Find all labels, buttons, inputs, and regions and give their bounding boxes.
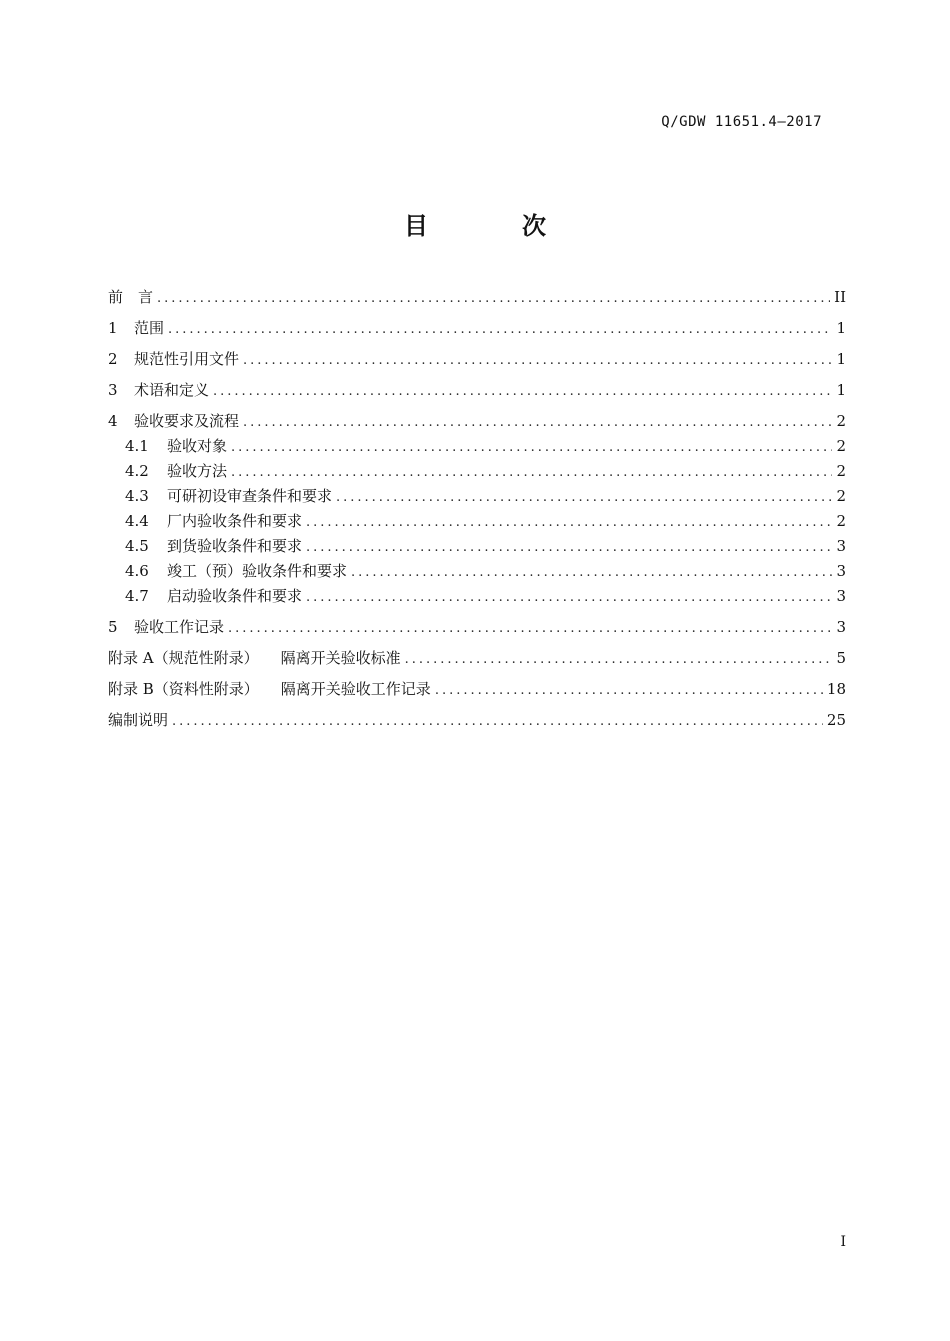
toc-entry-page: 2 [836,512,846,530]
toc-leader-dots [231,436,832,460]
toc-leader-dots [306,536,832,560]
toc-entry-label: 厂内验收条件和要求 [167,512,303,530]
toc-entry-number: 附录 B（资料性附录） [108,680,259,698]
toc-entry-label: 验收工作记录 [134,618,225,636]
page-number: I [840,1234,846,1250]
toc-entry-number: 4.7 [125,587,149,605]
toc-entry-page: 2 [836,487,846,505]
toc-title-char-1: 目 [404,212,428,240]
toc-entry-page: 2 [836,462,846,480]
toc-title [0,206,950,241]
toc-entry-page: II [834,288,846,306]
toc-entry-page: 1 [836,319,846,337]
toc-entry-label: 规范性引用文件 [134,350,240,368]
toc-entry-label: 到货验收条件和要求 [167,537,303,555]
toc-entry-label: 范围 [134,319,165,337]
toc-entry[interactable] [108,534,846,558]
document-code: Q/GDW 11651.4—2017 [661,114,822,130]
toc-entry-number: 前 言 [108,288,154,306]
toc-leader-dots [243,411,832,435]
toc-entry-page: 2 [836,412,846,430]
toc-entry-label: 隔离开关验收工作记录 [280,680,431,698]
toc-entry-page: 18 [826,680,846,698]
toc-entry-label: 验收要求及流程 [134,412,240,430]
toc-entry-label: 竣工（预）验收条件和要求 [167,562,348,580]
toc-entry-label: 验收对象 [167,437,228,455]
toc-entry[interactable] [108,409,846,433]
toc-entry-label: 隔离开关验收标准 [280,649,401,667]
toc-entry-number: 4.2 [125,462,149,480]
toc-entry-page: 1 [836,381,846,399]
toc-entry-page: 3 [836,587,846,605]
toc-leader-dots [168,318,832,342]
toc-leader-dots [231,461,832,485]
toc-entry-page: 3 [836,562,846,580]
toc-entry[interactable] [108,459,846,483]
toc-entry[interactable] [108,677,846,701]
toc-entry-page: 3 [836,618,846,636]
toc-entry[interactable] [108,509,846,533]
toc-title-char-2: 次 [522,212,546,240]
toc-leader-dots [435,679,823,703]
toc-entry[interactable] [108,347,846,371]
toc-entry-page: 25 [826,711,846,729]
toc-entry[interactable] [108,584,846,608]
toc-entry[interactable] [108,434,846,458]
toc-entry-page: 1 [836,350,846,368]
toc-leader-dots [157,287,830,311]
toc-entry[interactable] [108,646,846,670]
table-of-contents [108,285,846,732]
toc-entry-number: 5 [108,618,118,636]
toc-entry-number: 4.1 [125,437,149,455]
toc-entry-number: 4.3 [125,487,149,505]
toc-leader-dots [306,586,832,610]
toc-entry[interactable] [108,484,846,508]
toc-entry-page: 2 [836,437,846,455]
toc-entry-page: 3 [836,537,846,555]
toc-entry[interactable] [108,285,846,309]
toc-entry-label: 可研初设审查条件和要求 [167,487,333,505]
toc-entry-number: 4 [108,412,118,430]
toc-entry[interactable] [108,708,846,732]
toc-entry-number: 4.4 [125,512,149,530]
toc-entry-number: 3 [108,381,118,399]
toc-leader-dots [306,511,832,535]
toc-leader-dots [172,710,823,734]
toc-entry[interactable] [108,378,846,402]
toc-entry-label: 术语和定义 [134,381,210,399]
toc-entry-number: 编制说明 [108,711,169,729]
toc-entry-label: 验收方法 [167,462,228,480]
toc-entry[interactable] [108,559,846,583]
toc-entry-number: 附录 A（规范性附录） [108,649,259,667]
toc-entry-number: 2 [108,350,118,368]
toc-entry[interactable] [108,316,846,340]
toc-leader-dots [243,349,832,373]
toc-leader-dots [351,561,832,585]
toc-leader-dots [336,486,832,510]
toc-entry-number: 4.6 [125,562,149,580]
toc-entry[interactable] [108,615,846,639]
toc-entry-page: 5 [836,649,846,667]
toc-leader-dots [405,648,832,672]
toc-entry-number: 1 [108,319,118,337]
toc-leader-dots [228,617,832,641]
toc-entry-label: 启动验收条件和要求 [167,587,303,605]
toc-entry-number: 4.5 [125,537,149,555]
toc-leader-dots [213,380,832,404]
